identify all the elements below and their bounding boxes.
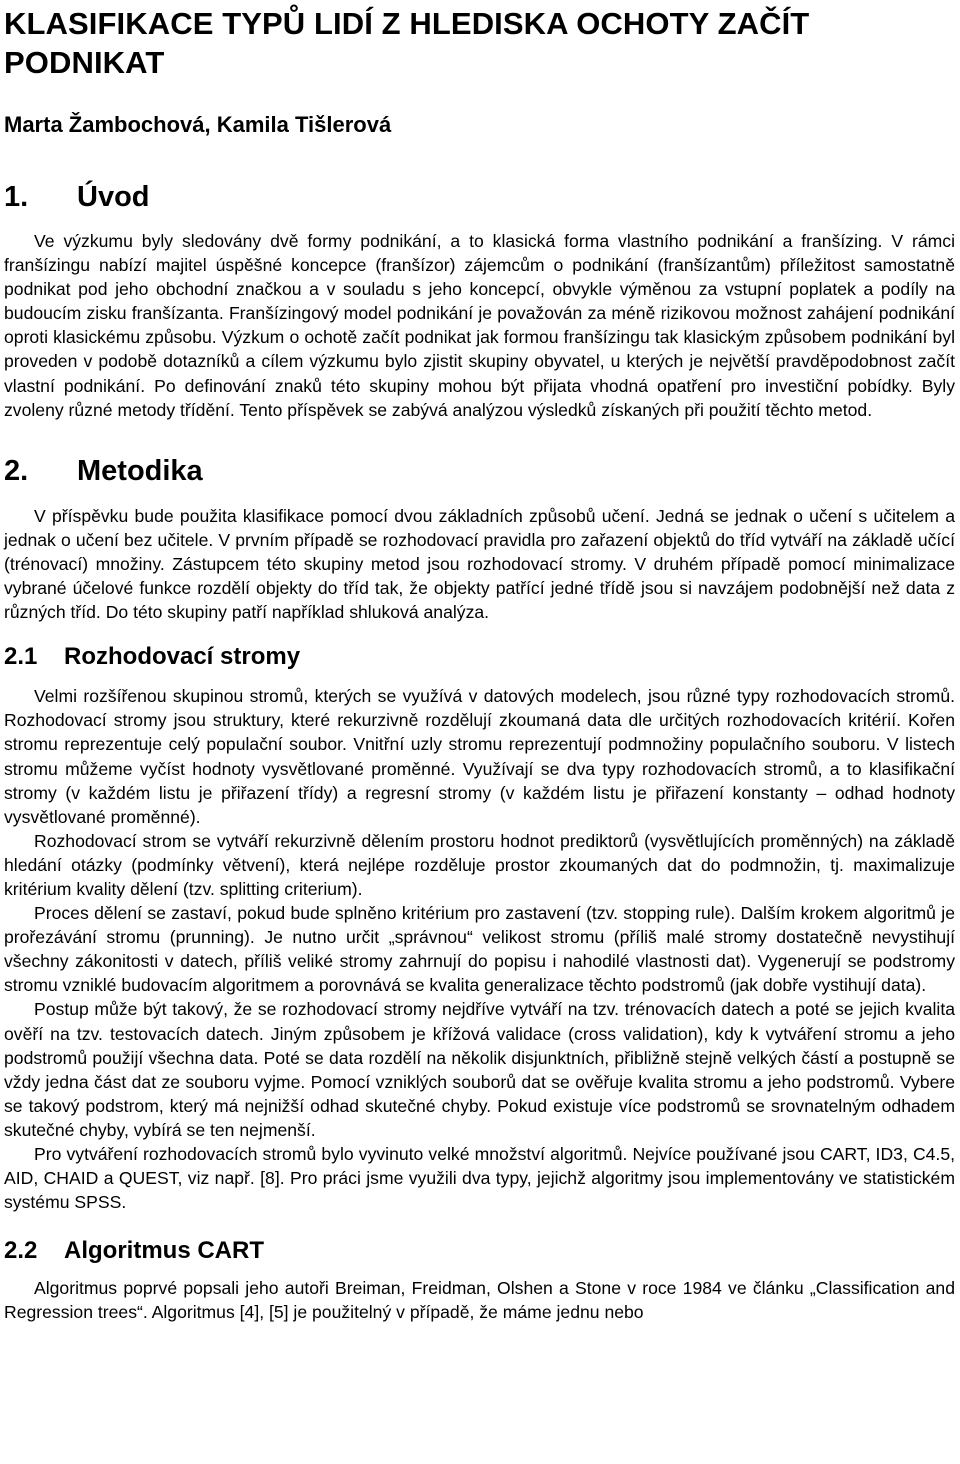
section-heading-uvod bbox=[4, 180, 955, 214]
section-title: Úvod bbox=[77, 181, 150, 213]
paragraph: Rozhodovací strom se vytváří rekurzivně dělením prostoru hodnot prediktorů (vysvětlujících proměnných) na základě hledání otázky (podmínky větvení), která nejlépe rozděluje prostor zkoumaných dat do podmnožin, tj. maximalizuje kritérium kvality dělení (tzv. splitting criterium). bbox=[4, 830, 955, 899]
subsection-heading-algoritmus-cart bbox=[4, 1236, 955, 1266]
subsection-heading-rozhodovaci-stromy bbox=[4, 642, 955, 672]
paragraph: Ve výzkumu byly sledovány dvě formy podnikání, a to klasická forma vlastního podnikání a franšízing. V rámci franšízingu nabízí majitel úspěšné koncepce (franšízor) zájemcům o podnikání (franšízantům) příležitost samostatně podnikat pod jeho obchodní značkou a v souladu s jeho koncepcí, obvykle výměnou za vstupní poplatek a podíly na budoucím zisku franšízanta. Franšízingový model podnikání je považován za méně rizikovou možnost zahájení podnikání oproti klasickému způsobu. Výzkum o ochotě začít podnikat jak formou franšízingu tak klasickým způsobem podnikání byl proveden v podobě dotazníků a cílem výzkumu bylo zjistit skupiny obyvatel, u kterých je největší pravděpodobnost začít vlastní podnikání. Po definování znaků této skupiny mohou být přijata vhodná opatření pro investiční pobídky. Byly zvoleny různé metody třídění. Tento příspěvek se zabývá analýzou výsledků získaných při použití těchto metod. bbox=[4, 231, 955, 420]
paragraph: V příspěvku bude použita klasifikace pomocí dvou základních způsobů učení. Jedná se jednak o učení s učitelem a jednak o učení bez učitele. V prvním případě se rozhodovací pravidla pro zařazení objektů do tříd vytváří na základě učící (trénovací) množiny. Zástupcem této skupiny metod jsou rozhodovací stromy. V druhém případě pomocí minimalizace vybrané účelové funkce rozdělí objekty do tříd tak, že objekty patřící jedné třídě jsou si navzájem podobnější než data z různých tříd. Do této skupiny patří například shluková analýza. bbox=[4, 505, 955, 623]
section-title: Metodika bbox=[77, 454, 203, 487]
paragraph: Algoritmus poprvé popsali jeho autoři Breiman, Freidman, Olshen a Stone v roce 1984 ve článku „Classification and Regression trees“. Algoritmus [4], [5] je použitelný v případě, že máme jednu nebo bbox=[4, 1278, 955, 1323]
paragraph: Postup může být takový, že se rozhodovací stromy nejdříve vytváří na tzv. trénovacích datech a poté se jejich kvalita ověří na tzv. testovacích datech. Jiným způsobem je křížová validace (cross validation), kdy k vytváření stromu a jeho podstromů použijí všechna data. Poté se data rozdělí na několik disjunktních, přibližně stejně velkých částí a postupně se vždy jedna část dat ze souboru vyjme. Pomocí vzniklých souborů dat se ověřuje kvalita stromu a jeho podstromů. Vybere se takový podstrom, který má nejnižší odhad skutečné chyby. Pokud existuje více podstromů se srovnatelným odhadem skutečné chyby, vybírá se ten nejmenší. bbox=[4, 999, 955, 1140]
paper-title: KLASIFIKACE TYPŮ LIDÍ Z HLEDISKA OCHOTY ZAČÍT PODNIKAT bbox=[4, 6, 810, 80]
subsection-number: 2.1 bbox=[4, 643, 38, 671]
subsection-title: Rozhodovací stromy bbox=[64, 643, 301, 671]
paragraph: Pro vytváření rozhodovacích stromů bylo vyvinuto velké množství algoritmů. Nejvíce používané jsou CART, ID3, C4.5, AID, CHAID a QUEST, viz např. [8]. Pro práci jsme využili dva typy, jejichž algoritmy jsou implementovány ve statistickém systému SPSS. bbox=[4, 1144, 955, 1213]
subsection-title: Algoritmus CART bbox=[64, 1237, 264, 1265]
section-number: 2. bbox=[4, 454, 29, 487]
paragraph: Velmi rozšířenou skupinou stromů, kterých se využívá v datových modelech, jsou různé typy rozhodovacích stromů. Rozhodovací stromy jsou struktury, které rekurzivně rozdělují zkoumaná data dle určitých rozhodovacích kritérií. Kořen stromu reprezentuje celý populační soubor. Vnitřní uzly stromu reprezentují podmnožiny populačního souboru. V listech stromu můžeme vyčíst hodnoty vysvětlované proměnné. Využívají se dva typy rozhodovacích stromů, a to klasifikační stromy (v každém listu je přiřazení třídy) a regresní stromy (v každém listu je přiřazení konstanty – odhad hodnoty vysvětlované proměnné). bbox=[4, 686, 955, 827]
paragraph: Proces dělení se zastaví, pokud bude splněno kritérium pro zastavení (tzv. stopping rule). Dalším krokem algoritmů je prořezávání stromu (prunning). Je nutno určit „správnou“ velikost stromu (příliš malé stromy dostatečně nevystihují všechny zákonitosti v datech, příliš veliké stromy zahrnují do popisu i nahodilé vlastnosti dat). Vygenerují se podstromy stromu vzniklé budovacím algoritmem a porovnává se kvalita generalizace těchto podstromů (jak dobře vystihují data). bbox=[4, 903, 955, 996]
section-number: 1. bbox=[4, 181, 29, 213]
document-page bbox=[4, 4, 955, 1324]
paper-authors: Marta Žambochová, Kamila Tišlerová bbox=[4, 112, 392, 137]
subsection-number: 2.2 bbox=[4, 1237, 38, 1265]
section-heading-metodika bbox=[4, 454, 955, 488]
